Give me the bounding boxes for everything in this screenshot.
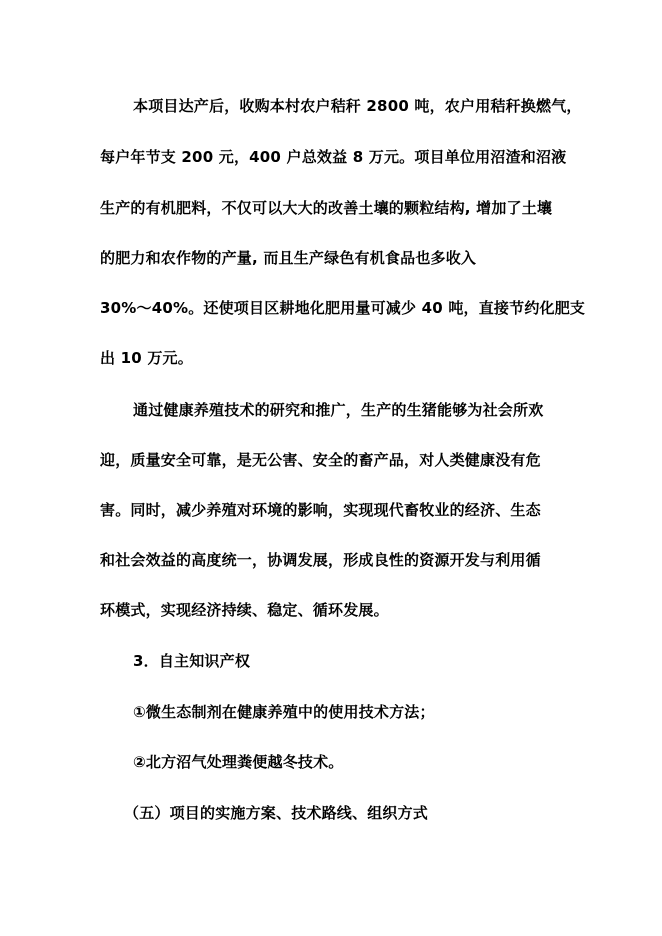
section-3-heading: 3．自主知识产权 bbox=[133, 652, 251, 670]
paragraph-1-line-6: 出 10 万元。 bbox=[100, 349, 193, 367]
paragraph-2-line-2: 迎，质量安全可靠，是无公害、安全的畜产品，对人类健康没有危 bbox=[100, 451, 541, 469]
paragraph-2-line-5: 环模式，实现经济持续、稳定、循环发展。 bbox=[100, 601, 389, 619]
paragraph-1-line-2: 每户年节支 200 元，400 户总效益 8 万元。项目单位用沼渣和沼液 bbox=[100, 148, 567, 166]
ip-item-2: ②北方沼气处理粪便越冬技术。 bbox=[133, 753, 344, 771]
paragraph-1-line-3: 生产的有机肥料，不仅可以大大的改善土壤的颗粒结构, 增加了土壤 bbox=[100, 199, 553, 217]
section-5-heading: （五）项目的实施方案、技术路线、组织方式 bbox=[124, 804, 429, 822]
ip-item-1: ①微生态制剂在健康养殖中的使用技术方法； bbox=[133, 703, 435, 721]
paragraph-2-line-1: 通过健康养殖技术的研究和推广，生产的生猪能够为社会所欢 bbox=[133, 401, 544, 419]
paragraph-2-line-4: 和社会效益的高度统一，协调发展，形成良性的资源开发与利用循 bbox=[100, 551, 541, 569]
paragraph-1-line-1: 本项目达产后，收购本村农户秸秆 2800 吨，农户用秸秆换燃气， bbox=[133, 97, 582, 115]
paragraph-1-line-4: 的肥力和农作物的产量, 而且生产绿色有机食品也多收入 bbox=[100, 249, 477, 267]
paragraph-1-line-5: 30%～40%。还使项目区耕地化肥用量可减少 40 吨，直接节约化肥支 bbox=[100, 299, 586, 317]
paragraph-2-line-3: 害。同时，减少养殖对环境的影响，实现现代畜牧业的经济、生态 bbox=[100, 501, 541, 519]
